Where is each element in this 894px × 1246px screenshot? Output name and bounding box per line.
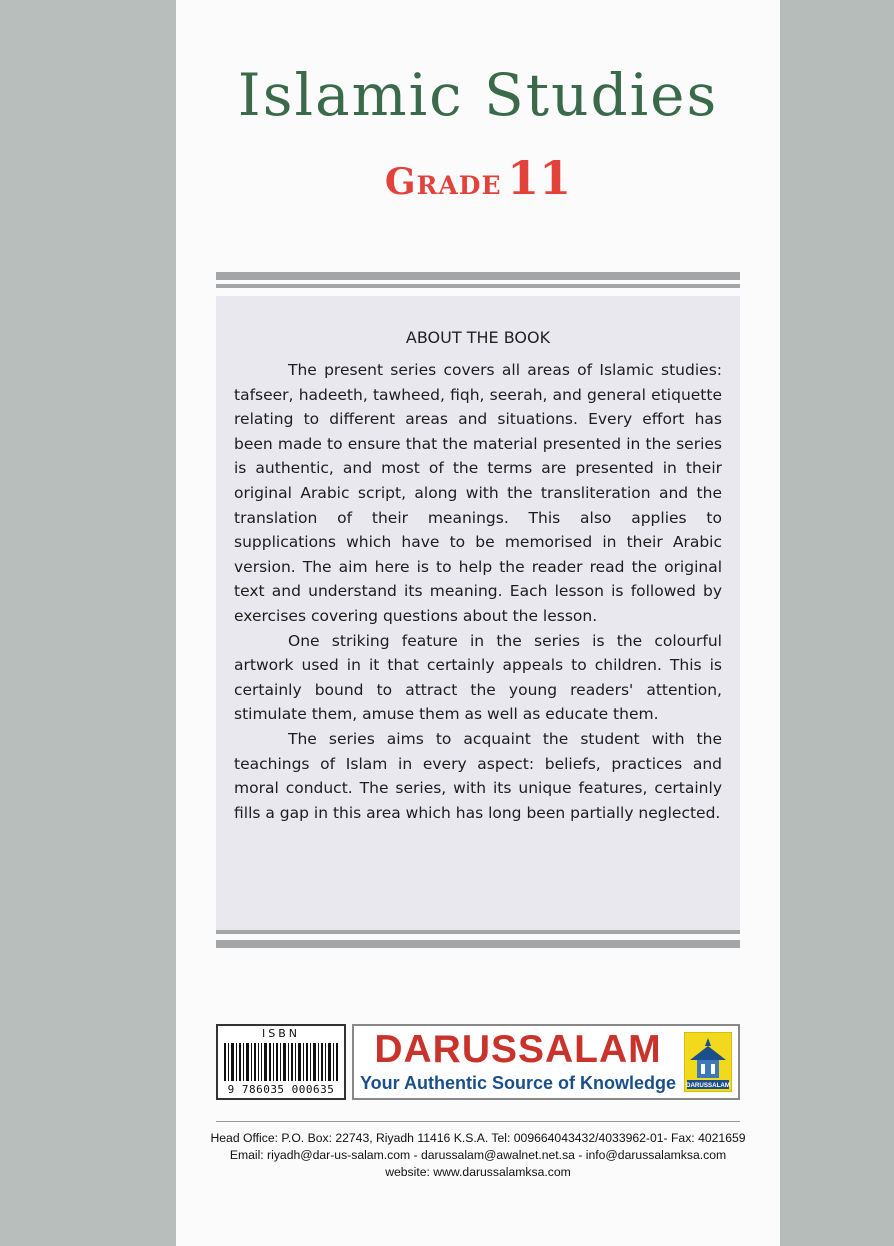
cover-right-band [780,0,894,1246]
about-paragraph-2-text: One striking feature in the series is the colourful artwork used in it that certainly appeals to children. This is certainly bound to attract the young readers' attention, stimulate them, amuse them as well as educate them. [234,631,722,724]
back-cover-panel [176,0,780,1246]
book-title: Islamic Studies [237,61,719,129]
about-heading: ABOUT THE BOOK [405,328,551,347]
grade-number: 11 [507,151,572,205]
about-the-book-box [216,296,740,930]
grade-word: Grade [384,161,502,203]
publisher-name: DARUSSALAM [374,1028,662,1071]
publisher-tagline: Your Authentic Source of Knowledge [359,1073,676,1093]
bottom-rule-thin [216,930,740,934]
email-line: Email: riyadh@dar-us-salam.com - darussalam@awalnet.net.sa - info@darussalamksa.com [229,1148,727,1162]
contact-block [206,1130,750,1181]
isbn-label: ISBN [261,1027,300,1040]
grade-label [176,148,780,219]
isbn-number: 9 786035 000635 [227,1083,335,1096]
top-rule-thin [216,284,740,288]
publisher-strip [216,1024,740,1100]
about-paragraph-1 [234,358,722,629]
about-paragraph-3-text: The series aims to acquaint the student with the teachings of Islam in every aspect: beliefs, practices and moral conduct. The series, with its unique features, certainly fills a gap in this area which has long been partially neglected. [234,729,722,822]
contact-divider [216,1121,740,1122]
website-line: website: www.darussalamksa.com [385,1165,571,1179]
head-office-line: Head Office: P.O. Box: 22743, Riyadh 11416 K.S.A. Tel: 009664043432/4033962-01- Fax: 4021659 [210,1131,746,1145]
isbn-box [216,1024,346,1100]
bottom-rule [216,940,740,948]
about-paragraph-3 [234,727,722,825]
barcode-icon [224,1043,338,1081]
publisher-logo-text: DARUSSALAM [686,1082,730,1089]
publisher-logo-icon [684,1032,732,1092]
top-rule [216,272,740,280]
publisher-box [352,1024,740,1100]
about-text [234,358,722,825]
about-paragraph-1-text: The present series covers all areas of Islamic studies: tafseer, hadeeth, tawheed, fiqh, seerah, and general etiquette relating to different areas and situations. Every effort has been made to ensure that the material presented in the series is authentic, and most of the terms are presented in their original Arabic script, along with the transliteration and the translation of their meanings. This also applies to supplications which have to be memorised in their Arabic version. The aim here is to help the reader read the original text and understand its meaning. Each lesson is followed by exercises covering questions about the lesson. [234,361,722,625]
about-paragraph-2 [234,629,722,727]
cover-left-band [0,0,176,1246]
